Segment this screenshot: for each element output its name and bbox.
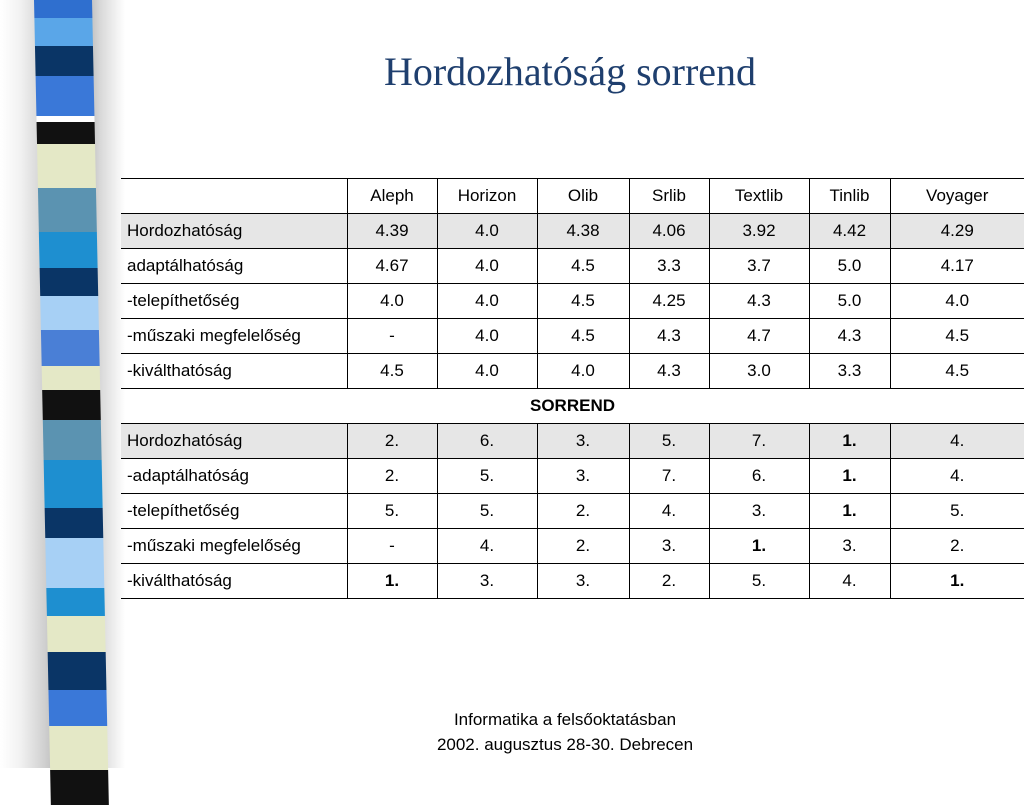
table-cell: 4.29: [890, 214, 1024, 249]
stripe-segment: [45, 508, 104, 538]
section-divider-row: [121, 389, 1024, 424]
column-header: Olib: [537, 179, 629, 214]
stripe-segment: [35, 46, 94, 76]
table-cell: 4.5: [537, 319, 629, 354]
table-cell: 5.: [890, 494, 1024, 529]
row-label: -kiválthatóság: [121, 354, 347, 389]
table-cell: 4.7: [709, 319, 809, 354]
table-cell: 2.: [537, 529, 629, 564]
table-cell: 3.: [537, 459, 629, 494]
table-cell: 4.0: [890, 284, 1024, 319]
table-cell: 1.: [809, 424, 890, 459]
table-cell: 5.0: [809, 249, 890, 284]
table-row: [121, 529, 1024, 564]
table-cell: 4.3: [809, 319, 890, 354]
table-cell: 3.3: [629, 249, 709, 284]
row-label: Hordozhatóság: [121, 424, 347, 459]
column-header: Tinlib: [809, 179, 890, 214]
table-cell: 4.0: [437, 354, 537, 389]
table-cell: 7.: [709, 424, 809, 459]
table-cell: 3.: [809, 529, 890, 564]
footer-line-2: 2002. augusztus 28-30. Debrecen: [436, 735, 694, 754]
table-cell: 5.0: [809, 284, 890, 319]
table-cell: 4.3: [629, 354, 709, 389]
table-cell: 4.5: [890, 354, 1024, 389]
table-cell: 4.0: [437, 249, 537, 284]
row-label: adaptálhatóság: [121, 249, 347, 284]
table-cell: 3.: [629, 529, 709, 564]
column-header: Voyager: [890, 179, 1024, 214]
table-cell: 1.: [709, 529, 809, 564]
table-cell: 3.3: [809, 354, 890, 389]
row-label: -telepíthetőség: [121, 494, 347, 529]
stripe-segment: [42, 366, 101, 390]
table-row: [121, 319, 1024, 354]
stripe-segment: [48, 652, 107, 690]
table-cell: 4.38: [537, 214, 629, 249]
section-label: SORREND: [121, 389, 1024, 424]
footer-line-1: Informatika a felsőoktatásban: [453, 710, 677, 729]
stripe-segment: [47, 616, 106, 652]
column-header: Aleph: [347, 179, 437, 214]
header-corner-cell: [121, 179, 347, 214]
table-row: [121, 494, 1024, 529]
table-cell: 4.39: [347, 214, 437, 249]
table-cell: 4.25: [629, 284, 709, 319]
table-cell: 4.: [809, 564, 890, 599]
table-cell: 4.5: [890, 319, 1024, 354]
column-header: Horizon: [437, 179, 537, 214]
stripe-segment: [40, 296, 99, 330]
stripe-segment: [38, 188, 97, 232]
table-cell: 4.0: [437, 214, 537, 249]
table-cell: 1.: [809, 459, 890, 494]
stripe-segment: [41, 330, 100, 366]
table-cell: 5.: [709, 564, 809, 599]
table-cell: 4.0: [437, 319, 537, 354]
table-cell: 4.: [890, 424, 1024, 459]
row-label: -műszaki megfelelőség: [121, 529, 347, 564]
table-cell: 5.: [629, 424, 709, 459]
stripe-segment: [40, 268, 99, 296]
table-cell: 4.: [437, 529, 537, 564]
table-cell: 3.: [437, 564, 537, 599]
table-cell: 4.0: [347, 284, 437, 319]
stripe-segment: [42, 390, 101, 420]
stripe-segment: [34, 18, 93, 46]
table-cell: 3.: [537, 564, 629, 599]
table-cell: 7.: [629, 459, 709, 494]
table-cell: -: [347, 319, 437, 354]
table-row: [121, 284, 1024, 319]
stripe-segment: [46, 588, 105, 616]
row-label: Hordozhatóság: [121, 214, 347, 249]
stripe-segment: [48, 690, 107, 726]
stripe-segment: [50, 770, 109, 805]
table-cell: 5.: [347, 494, 437, 529]
stripe-segment: [45, 538, 104, 588]
table-cell: 4.3: [709, 284, 809, 319]
table-cell: 4.5: [347, 354, 437, 389]
stripe-segment: [43, 420, 102, 460]
table-cell: 2.: [347, 459, 437, 494]
slide-footer: [330, 707, 800, 757]
table-cell: 3.: [537, 424, 629, 459]
stripe-segment: [49, 726, 108, 770]
table-row: [121, 214, 1024, 249]
table-row: [121, 564, 1024, 599]
table-cell: 3.92: [709, 214, 809, 249]
table-cell: 4.5: [537, 249, 629, 284]
table-cell: 4.0: [537, 354, 629, 389]
table-row: [121, 249, 1024, 284]
stripe-segment: [34, 0, 92, 18]
table-row: [121, 424, 1024, 459]
row-label: -telepíthetőség: [121, 284, 347, 319]
slide-title: Hordozhatóság sorrend: [383, 49, 757, 94]
ranking-table: [121, 178, 1024, 599]
table-cell: 4.42: [809, 214, 890, 249]
table-cell: 3.0: [709, 354, 809, 389]
table-cell: 4.: [629, 494, 709, 529]
table-cell: 1.: [347, 564, 437, 599]
table-cell: 2.: [890, 529, 1024, 564]
stripe-segment: [37, 122, 95, 144]
table-cell: 1.: [890, 564, 1024, 599]
table-row: [121, 459, 1024, 494]
row-label: -kiválthatóság: [121, 564, 347, 599]
table-cell: 4.67: [347, 249, 437, 284]
table-cell: -: [347, 529, 437, 564]
table-cell: 5.: [437, 459, 537, 494]
table-cell: 4.3: [629, 319, 709, 354]
table-cell: 3.7: [709, 249, 809, 284]
stripe-segment: [44, 460, 103, 508]
table-cell: 6.: [709, 459, 809, 494]
table-cell: 3.: [709, 494, 809, 529]
table-cell: 2.: [347, 424, 437, 459]
stripe-segment: [39, 232, 98, 268]
table-header-row: [121, 179, 1024, 214]
table-cell: 5.: [437, 494, 537, 529]
table-cell: 4.17: [890, 249, 1024, 284]
stripe-segment: [37, 144, 96, 188]
table-cell: 4.06: [629, 214, 709, 249]
table-cell: 2.: [629, 564, 709, 599]
table-cell: 4.: [890, 459, 1024, 494]
table-cell: 1.: [809, 494, 890, 529]
stripe-segment: [36, 76, 95, 116]
table-cell: 2.: [537, 494, 629, 529]
row-label: -adaptálhatóság: [121, 459, 347, 494]
column-header: Textlib: [709, 179, 809, 214]
row-label: -műszaki megfelelőség: [121, 319, 347, 354]
table-cell: 4.5: [537, 284, 629, 319]
table-cell: 4.0: [437, 284, 537, 319]
table-cell: 6.: [437, 424, 537, 459]
column-header: Srlib: [629, 179, 709, 214]
table-row: [121, 354, 1024, 389]
